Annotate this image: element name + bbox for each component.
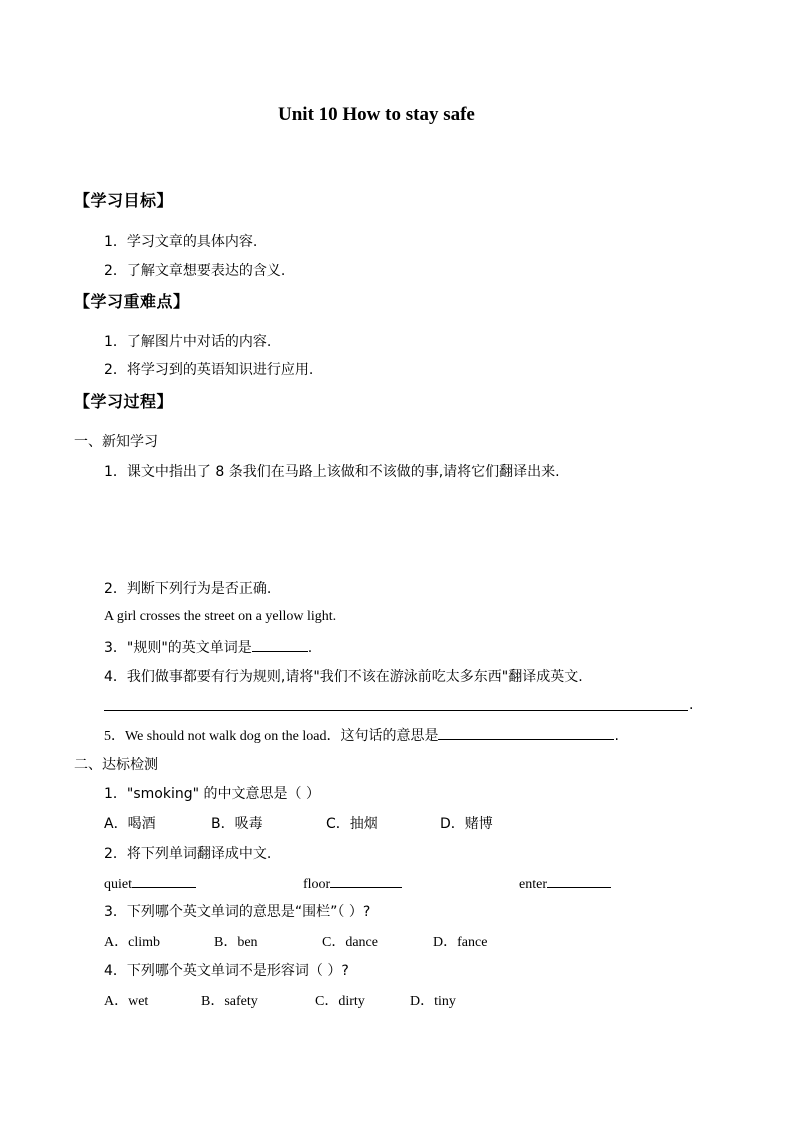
option-d: D．赌博 (440, 816, 493, 832)
answer-blank[interactable] (132, 873, 196, 888)
translate-word: floor (303, 873, 402, 893)
translate-word: enter (519, 873, 611, 893)
option-d: D．fance (433, 935, 488, 950)
option-a: A．wet (104, 994, 149, 1009)
part1-question-2: 2．判断下列行为是否正确. (104, 581, 272, 597)
option-b: B．吸毒 (211, 816, 263, 832)
part2-question-1: 1．"smoking" 的中文意思是（ ） (104, 786, 320, 802)
section-heading-key-points: 【学习重难点】 (74, 292, 190, 311)
objective-item: 1．学习文章的具体内容. (104, 234, 258, 250)
option-c: C．抽烟 (326, 816, 378, 832)
option-a: A．climb (104, 935, 160, 950)
option-d: D．tiny (410, 994, 456, 1009)
answer-blank[interactable] (252, 637, 308, 652)
part1-question-2-sentence: A girl crosses the street on a yellow light. (104, 609, 337, 624)
section-heading-objectives: 【学习目标】 (74, 191, 174, 210)
translate-word: quiet (104, 873, 196, 893)
part2-question-4: 4．下列哪个英文单词不是形容词（ ）? (104, 963, 349, 979)
part1-question-3-text: 3．"规则"的英文单词是 (104, 640, 252, 656)
answer-blank[interactable] (547, 873, 611, 888)
part2-heading: 二、达标检测 (74, 757, 158, 773)
option-b: B．safety (201, 994, 258, 1009)
answer-line[interactable] (104, 696, 688, 711)
answer-blank[interactable] (330, 873, 402, 888)
part1-question-5-english: 5．We should not walk dog on the load． (104, 729, 341, 744)
key-point-item: 1．了解图片中对话的内容. (104, 334, 272, 350)
part1-question-3: 3．"规则"的英文单词是 . (104, 637, 312, 657)
part1-question-1: 1．课文中指出了 8 条我们在马路上该做和不该做的事,请将它们翻译出来. (104, 464, 560, 480)
answer-line-end: . (689, 697, 694, 713)
option-a: A．喝酒 (104, 816, 156, 832)
objective-item: 2．了解文章想要表达的含义. (104, 263, 286, 279)
option-b: B．ben (214, 935, 258, 950)
option-c: C．dance (322, 935, 378, 950)
part1-question-4: 4．我们做事都要有行为规则,请将"我们不该在游泳前吃太多东西"翻译成英文. (104, 669, 583, 685)
part1-heading: 一、新知学习 (74, 434, 158, 450)
part2-question-3: 3．下列哪个英文单词的意思是“围栏”（ ）? (104, 904, 371, 920)
option-c: C．dirty (315, 994, 365, 1009)
key-point-item: 2．将学习到的英语知识进行应用. (104, 362, 314, 378)
answer-blank[interactable] (438, 725, 614, 740)
part1-question-5-chinese: 这句话的意思是 (340, 728, 439, 744)
section-heading-process: 【学习过程】 (74, 392, 174, 411)
part1-question-5: 5．We should not walk dog on the load．这句话的意思是 . (104, 725, 619, 745)
page-title: Unit 10 How to stay safe (278, 104, 475, 125)
part2-question-2: 2．将下列单词翻译成中文. (104, 846, 272, 862)
